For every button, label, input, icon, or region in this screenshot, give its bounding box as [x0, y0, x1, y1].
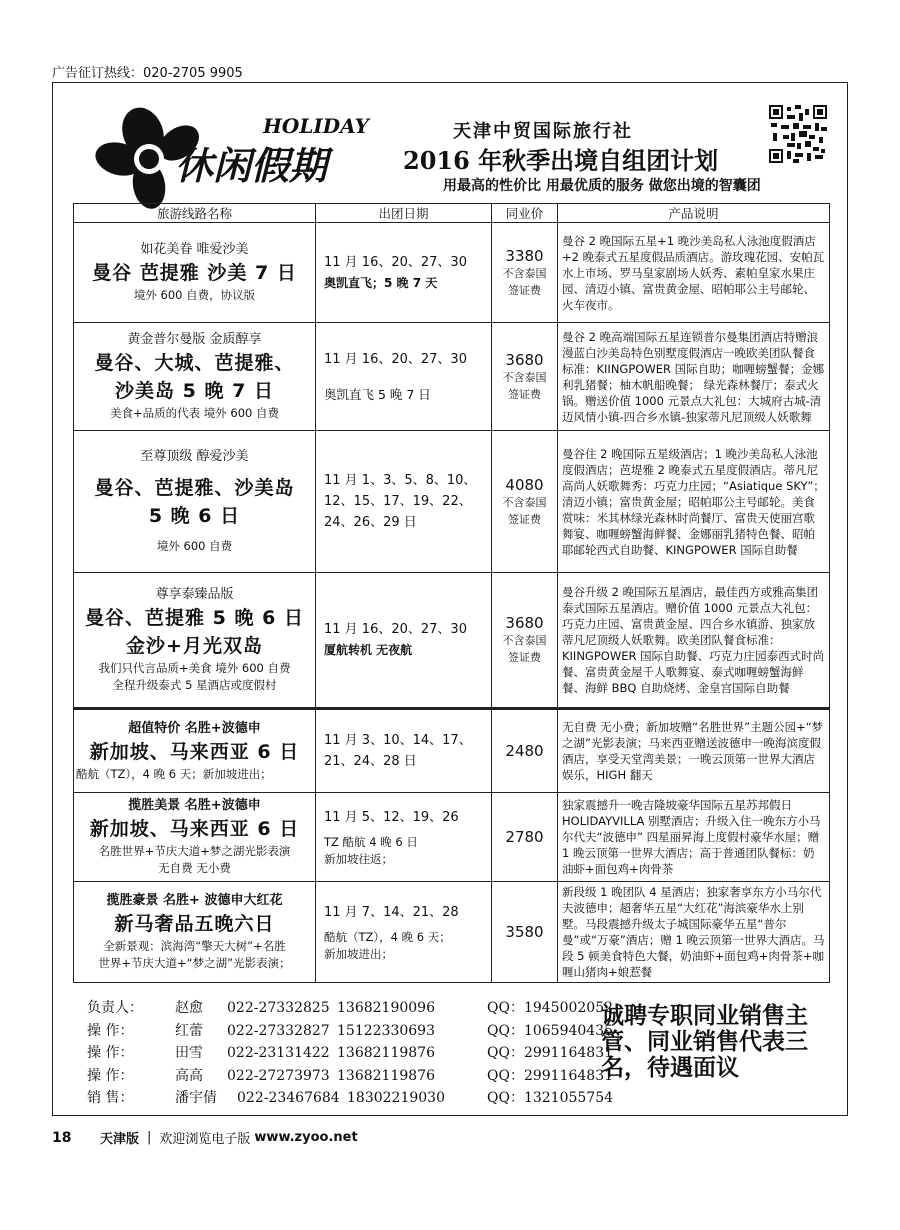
- price-note: 签证费: [508, 512, 541, 526]
- contact-mobile: 15122330693: [337, 1022, 435, 1039]
- contact-row: [87, 1065, 613, 1088]
- departure-dates: 11 月 16、20、27、30: [324, 351, 467, 367]
- route-note-line2: 世界+节庆大道+“梦之湖”光影表演；: [98, 956, 291, 970]
- price-value: 4080: [505, 475, 544, 494]
- table-header-row: [74, 204, 830, 223]
- contact-qq: QQ：1065940435: [487, 1022, 614, 1039]
- departure-dates: 11 月 7、14、21、28: [324, 904, 459, 920]
- route-subtitle: 尊享泰臻品版: [155, 587, 234, 602]
- contact-mobile: 13682119876: [337, 1067, 435, 1084]
- plan-title: 2016 年秋季出境自组团计划: [403, 146, 719, 175]
- departure-dates: 11 月 5、12、19、26: [324, 809, 459, 825]
- route-title-line2: 沙美岛 5 晚 7 日: [115, 380, 274, 402]
- header-dates: 出团日期: [316, 204, 492, 223]
- route-title: 新马奢品五晚六日: [114, 913, 275, 935]
- price-cell: [492, 431, 558, 573]
- price-cell: [492, 223, 558, 323]
- price-value: 3680: [505, 614, 544, 632]
- qr-code-icon[interactable]: [769, 105, 827, 163]
- price-cell: [492, 709, 558, 793]
- route-subtitle: 至尊顶级 醇爱沙美: [140, 449, 249, 464]
- route-note: 全新景观：滨海湾“擎天大树”+名胜: [103, 939, 286, 953]
- table-row: [74, 323, 830, 431]
- dates-cell: [316, 882, 492, 983]
- contact-qq: QQ：2991164831: [487, 1045, 614, 1061]
- contact-qq: QQ：2991164831: [487, 1067, 614, 1084]
- route-cell: [74, 323, 316, 431]
- route-cell: [74, 882, 316, 983]
- route-title: 曼谷、芭提雅 5 晚 6 日: [85, 607, 304, 629]
- dates-cell: [316, 793, 492, 882]
- footer-welcome: 欢迎浏览电子版: [159, 1132, 251, 1147]
- route-title: 新加坡、马来西亚 6 日: [89, 818, 300, 840]
- table-row: [74, 431, 830, 573]
- contact-phone: 022-23467684: [237, 1090, 340, 1106]
- contact-phone: 022-27332825: [227, 1000, 330, 1016]
- departure-dates: 11 月 1、3、5、8、10、12、15、17、19、22、24、26、29 日: [324, 473, 477, 530]
- brand-en: HOLIDAY: [263, 114, 369, 138]
- price-note: 签证费: [508, 387, 541, 401]
- route-note-line2: 全程升级泰式 5 星酒店或度假村: [112, 678, 277, 692]
- table-row: [74, 573, 830, 709]
- table-row: [74, 223, 830, 323]
- price-value: 3380: [505, 246, 544, 265]
- price-cell: [492, 793, 558, 882]
- ad-frame: [52, 82, 848, 1116]
- price-cell: [492, 573, 558, 709]
- flight-info: 奥凯直飞；5 晚 7 天: [324, 275, 438, 290]
- price-note: 不含泰国: [502, 266, 547, 280]
- contact-name: 潘宇倩: [175, 1090, 217, 1106]
- ad-hotline: 广告征订热线：020-2705 9905: [52, 66, 243, 81]
- product-description: 新段级 1 晚团队 4 星酒店；独家奢享东方小马尔代夫波德申；超奢华五星“大红花”海滨豪华水上别墅。马段震撼升级太子城国际豪华五星“普尔曼”或“万豪”酒店；赠 1 晚云顶第一世界大酒店。马段 5 顿美食特色大餐，奶油虾+面包鸡+肉骨茶+咖喱山猪肉+娘惹餐: [558, 882, 830, 983]
- holiday-logo: [93, 103, 423, 213]
- recruitment-notice: 诚聘专职同业销售主管、同业销售代表三名，待遇面议: [601, 1003, 808, 1081]
- flight-info: 厦航转机 无夜航: [324, 643, 413, 657]
- price-note: 不含泰国: [502, 370, 547, 384]
- product-description: 曼谷 2 晚国际五星+1 晚沙美岛私人泳池度假酒店+2 晚泰式五星度假品质酒店。游玫瑰花园、安帕瓦水上市场、罗马皇家剧场人妖秀、素帕皇家水果庄园、清迈小镇、富贵黄金屋、昭帕耶公主号邮轮、火车夜市。: [558, 223, 830, 323]
- route-cell: [74, 223, 316, 323]
- route-subtitle: 黄金普尔曼版 金质醇享: [127, 332, 262, 347]
- contact-qq: QQ：1945002052: [487, 1000, 614, 1016]
- contact-name: 红蕾: [175, 1022, 203, 1039]
- route-title: 曼谷 芭提雅 沙美 7 日: [92, 262, 297, 284]
- price-note: 签证费: [508, 651, 541, 664]
- header-route: 旅游线路名称: [74, 204, 316, 223]
- route-subtitle: 揽胜豪景 名胜+ 波德申大红花: [106, 893, 283, 908]
- price-cell: [492, 882, 558, 983]
- route-title: 曼谷、大城、芭提雅、: [94, 352, 295, 374]
- route-cell: [74, 793, 316, 882]
- product-description: 独家震撼升一晚吉隆坡豪华国际五星苏邦假日 HOLIDAYVILLA 别墅酒店；升级入住一晚东方小马尔代夫“波德申” 四星丽昇海上度假村豪华水屋；赠 1 晚云顶第一世界大酒店；高于普通团队餐标：奶油虾+面包鸡+肉骨茶: [558, 793, 830, 882]
- price-note: 不含泰国: [502, 495, 547, 509]
- route-note: 名胜世界+节庆大道+梦之湖光影表演: [98, 844, 291, 858]
- contact-qq: QQ：1321055754: [487, 1090, 614, 1106]
- contact-mobile: 18302219030: [347, 1090, 445, 1106]
- page-footer: [52, 1128, 358, 1147]
- contact-name: 高高: [175, 1067, 203, 1084]
- product-description: 曼谷 2 晚高端国际五星连锁普尔曼集团酒店特赠浪漫蓝白沙美岛特色别墅度假酒店一晚欧美团队餐食标准：KIINGPOWER 国际自助；咖喱螃蟹餐；金娜利乳猪餐；柚木帆船晚餐； 绿光森林餐厅；泰式火锅。赠送价值 1000 元景点大礼包：大城府古城-清迈风情小镇-四合乡水镇-独家蒂凡尼顶级人妖歌舞: [558, 323, 830, 431]
- contact-phone: 022-23131422: [227, 1045, 330, 1061]
- contact-name: 田雪: [175, 1045, 203, 1061]
- route-note: 美食+品质的代表 境外 600 自费: [109, 406, 280, 420]
- contact-row: [87, 1087, 613, 1110]
- route-note: 境外 600 自费，协议版: [133, 288, 256, 302]
- departure-dates: 11 月 3、10、14、17、21、24、28 日: [324, 733, 472, 769]
- product-description: 曼谷升级 2 晚国际五星酒店，最佳西方或雅高集团泰式国际五星酒店。赠价值 1000 元景点大礼包：巧克力庄园、富贵黄金屋、四合乡水镇游、独家放蒂凡尼顶级人妖歌舞。欧美团队餐食标准：KIINGPOWER 国际自助餐、巧克力庄园泰西式时尚餐、富贵黄金屋千人歌舞宴、泰式咖喱螃蟹海鲜餐、海鲜 BBQ 自助烧烤、金皇宫国际自助餐: [558, 573, 830, 709]
- route-table: [73, 203, 830, 983]
- dates-cell: [316, 323, 492, 431]
- header-price: 同业价: [492, 204, 558, 223]
- contact-role: 操 作：: [87, 1067, 134, 1084]
- dates-cell: [316, 573, 492, 709]
- price-note: 不含泰国: [502, 634, 547, 647]
- slogan: 用最高的性价比 用最优质的服务 做您出境的智囊团: [443, 178, 761, 194]
- table-row: [74, 882, 830, 983]
- contact-list: [87, 997, 613, 1110]
- price-note: 签证费: [508, 283, 541, 297]
- contact-role: 负责人：: [87, 1000, 143, 1016]
- dates-cell: [316, 431, 492, 573]
- route-cell: [74, 573, 316, 709]
- table-row: [74, 793, 830, 882]
- product-description: 曼谷住 2 晚国际五星级酒店；1 晚沙美岛私人泳池度假酒店；芭堤雅 2 晚泰式五星度假酒店。蒂凡尼高尚人妖歌舞秀：巧克力庄园；“Asiatique SKY”；清迈小镇；富贵黄金屋；昭帕耶公主号邮轮。美食赏味：米其林绿光森林时尚餐厅、富贵天使丽宫歌舞宴、咖喱螃蟹海鲜餐、金娜丽乳猪特色餐、昭帕耶邮轮西式自助餐、KINGPOWER 国际自助餐: [558, 431, 830, 573]
- product-description: 无自费 无小费；新加坡赠“名胜世界”主题公园+“梦之湖”光影表演；马来西亚赠送波德申一晚海滨度假酒店，享受天堂湾美景；一晚云顶第一世界大酒店娱乐，HIGH 翻天: [558, 709, 830, 793]
- page-number: 18: [52, 1129, 72, 1146]
- contact-row: [87, 1042, 613, 1065]
- route-note-line2: 无自费 无小费: [158, 861, 231, 875]
- agency-name: 天津中贸国际旅行社: [453, 121, 633, 142]
- route-note: 我们只代言品质+美食 境外 600 自费: [98, 661, 291, 675]
- route-title: 曼谷、芭提雅、沙美岛: [94, 477, 295, 499]
- route-note: 酷航（TZ），4 晚 6 天；新加坡进出；: [76, 766, 272, 781]
- route-subtitle: 超值特价 名胜+波德申: [128, 720, 261, 736]
- flight-info: 酷航（TZ），4 晚 6 天； 新加坡进出；: [324, 929, 451, 961]
- header-description: 产品说明: [558, 204, 830, 223]
- website-link[interactable]: www.zyoo.net: [254, 1130, 358, 1145]
- price-value: 3580: [505, 923, 544, 941]
- contact-phone: 022-27273973: [227, 1067, 330, 1084]
- edition-label: 天津版: [100, 1132, 140, 1147]
- contact-role: 操 作：: [87, 1045, 134, 1061]
- dates-cell: [316, 709, 492, 793]
- brand-cn: 休闲假期: [175, 144, 328, 188]
- route-title-line2: 金沙+月光双岛: [126, 635, 263, 657]
- price-value: 2780: [505, 828, 544, 846]
- price-value: 3680: [505, 350, 544, 369]
- footer-divider: |: [147, 1130, 152, 1145]
- route-title: 新加坡、马来西亚 6 日: [89, 740, 300, 763]
- contact-row: [87, 997, 613, 1020]
- contact-mobile: 13682119876: [337, 1045, 435, 1061]
- contact-role: 操 作：: [87, 1022, 134, 1039]
- flight-info: 奥凯直飞 5 晚 7 日: [324, 386, 431, 402]
- departure-dates: 11 月 16、20、27、30: [324, 622, 467, 637]
- contact-mobile: 13682190096: [337, 1000, 435, 1016]
- route-cell: [74, 431, 316, 573]
- dates-cell: [316, 223, 492, 323]
- route-subtitle: 揽胜美景 名胜+波德申: [128, 798, 261, 813]
- flight-info: TZ 酷航 4 晚 6 日 新加坡往返；: [324, 834, 418, 866]
- price-value: 2480: [505, 742, 544, 760]
- departure-dates: 11 月 16、20、27、30: [324, 254, 467, 270]
- contact-name: 赵愈: [175, 1000, 203, 1016]
- route-note: 境外 600 自费: [156, 539, 233, 553]
- contact-role: 销 售：: [87, 1090, 134, 1106]
- route-cell: [74, 709, 316, 793]
- price-cell: [492, 323, 558, 431]
- contact-row: [87, 1020, 613, 1043]
- route-title-line2: 5 晚 6 日: [148, 505, 241, 527]
- table-row: [74, 709, 830, 793]
- contact-phone: 022-27332827: [227, 1022, 330, 1039]
- route-subtitle: 如花美眷 唯爱沙美: [140, 242, 249, 257]
